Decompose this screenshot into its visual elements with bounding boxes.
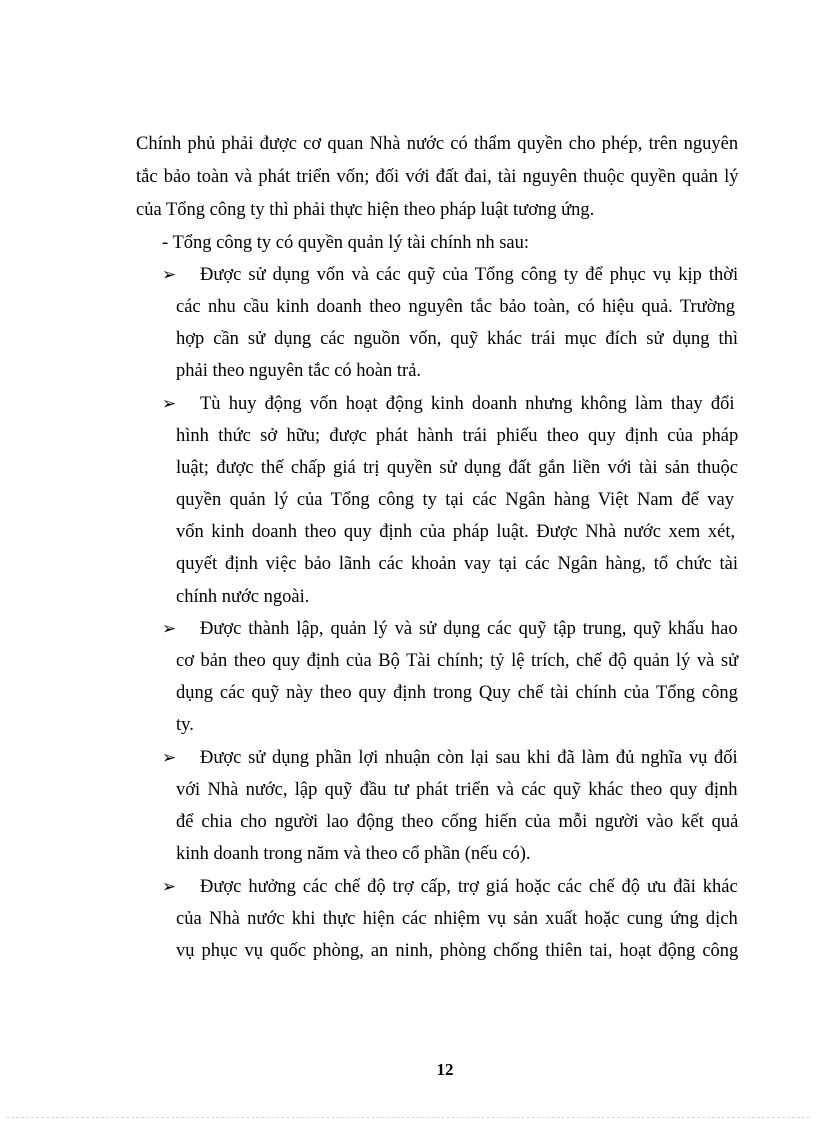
- text-line: để chia cho người lao động theo cống hiến của mỗi người vào kết quả: [176, 812, 739, 832]
- text-line: với Nhà nước, lập quỹ đầu tư phát triển và các quỹ khác theo quy định: [176, 780, 738, 800]
- text-line: quyết định việc bảo lãnh các khoản vay tại các Ngân hàng, tổ chức tài: [176, 554, 739, 574]
- text-line: hình thức sở hữu; được phát hành trái phiếu theo quy định của pháp: [176, 426, 739, 446]
- text-line: ty.: [176, 715, 194, 735]
- text-line: quyền quản lý của Tổng công ty tại các Ngân hàng Việt Nam để vay: [176, 490, 734, 510]
- bullet-arrow-icon: ➢: [162, 265, 177, 284]
- text-line: - Tổng công ty có quyền quản lý tài chính nh sau:: [162, 233, 530, 253]
- text-line: Được hưởng các chế độ trợ cấp, trợ giá hoặc các chế độ ưu đãi khác: [200, 877, 738, 897]
- bullet-arrow-icon: ➢: [162, 619, 177, 638]
- text-line: Được sử dụng vốn và các quỹ của Tổng công ty để phục vụ kịp thời: [200, 265, 739, 285]
- text-line: các nhu cầu kinh doanh theo nguyên tắc bảo toàn, có hiệu quả. Trường: [176, 297, 735, 317]
- text-line: Được thành lập, quản lý và sử dụng các quỹ tập trung, quỹ khấu hao: [200, 619, 738, 639]
- text-line: hợp cần sử dụng các nguồn vốn, quỹ khác trái mục đích sử dụng thì: [176, 329, 738, 349]
- text-line: phải theo nguyên tắc có hoàn trả.: [176, 361, 422, 381]
- text-line: tắc bảo toàn và phát triển vốn; đối với đất đai, tài nguyên thuộc quyền quản lý: [136, 167, 739, 187]
- text-line: cơ bản theo quy định của Bộ Tài chính; tỷ lệ trích, chế độ quản lý và sử: [176, 651, 739, 671]
- text-line: Chính phủ phải được cơ quan Nhà nước có thẩm quyền cho phép, trên nguyên: [136, 134, 739, 154]
- text-line: của Nhà nước khi thực hiện các nhiệm vụ sản xuất hoặc cung ứng dịch: [176, 909, 738, 929]
- bullet-arrow-icon: ➢: [162, 877, 177, 896]
- text-line: dụng các quỹ này theo quy định trong Quy chế tài chính của Tổng công: [176, 683, 738, 703]
- page-bottom-rule: [6, 1117, 810, 1118]
- bullet-arrow-icon: ➢: [162, 748, 177, 767]
- text-line: luật; được thế chấp giá trị quyền sử dụng đất gắn liền với tài sản thuộc: [176, 458, 739, 478]
- text-line: vụ phục vụ quốc phòng, an ninh, phòng chống thiên tai, hoạt động công: [176, 941, 739, 961]
- bullet-arrow-icon: ➢: [162, 394, 177, 413]
- text-line: của Tổng công ty thì phải thực hiện theo pháp luật tương ứng.: [136, 200, 595, 220]
- text-line: Được sử dụng phần lợi nhuận còn lại sau khi đã làm đủ nghĩa vụ đối: [200, 748, 738, 768]
- text-line: kinh doanh trong năm và theo cổ phần (nếu có).: [176, 844, 531, 864]
- text-line: Tù huy động vốn hoạt động kinh doanh nhưng không làm thay đổi: [200, 394, 735, 414]
- text-line: chính nước ngoài.: [176, 587, 310, 607]
- text-line: vốn kinh doanh theo quy định của pháp luật. Được Nhà nước xem xét,: [176, 522, 736, 542]
- page-number: 12: [436, 1060, 454, 1079]
